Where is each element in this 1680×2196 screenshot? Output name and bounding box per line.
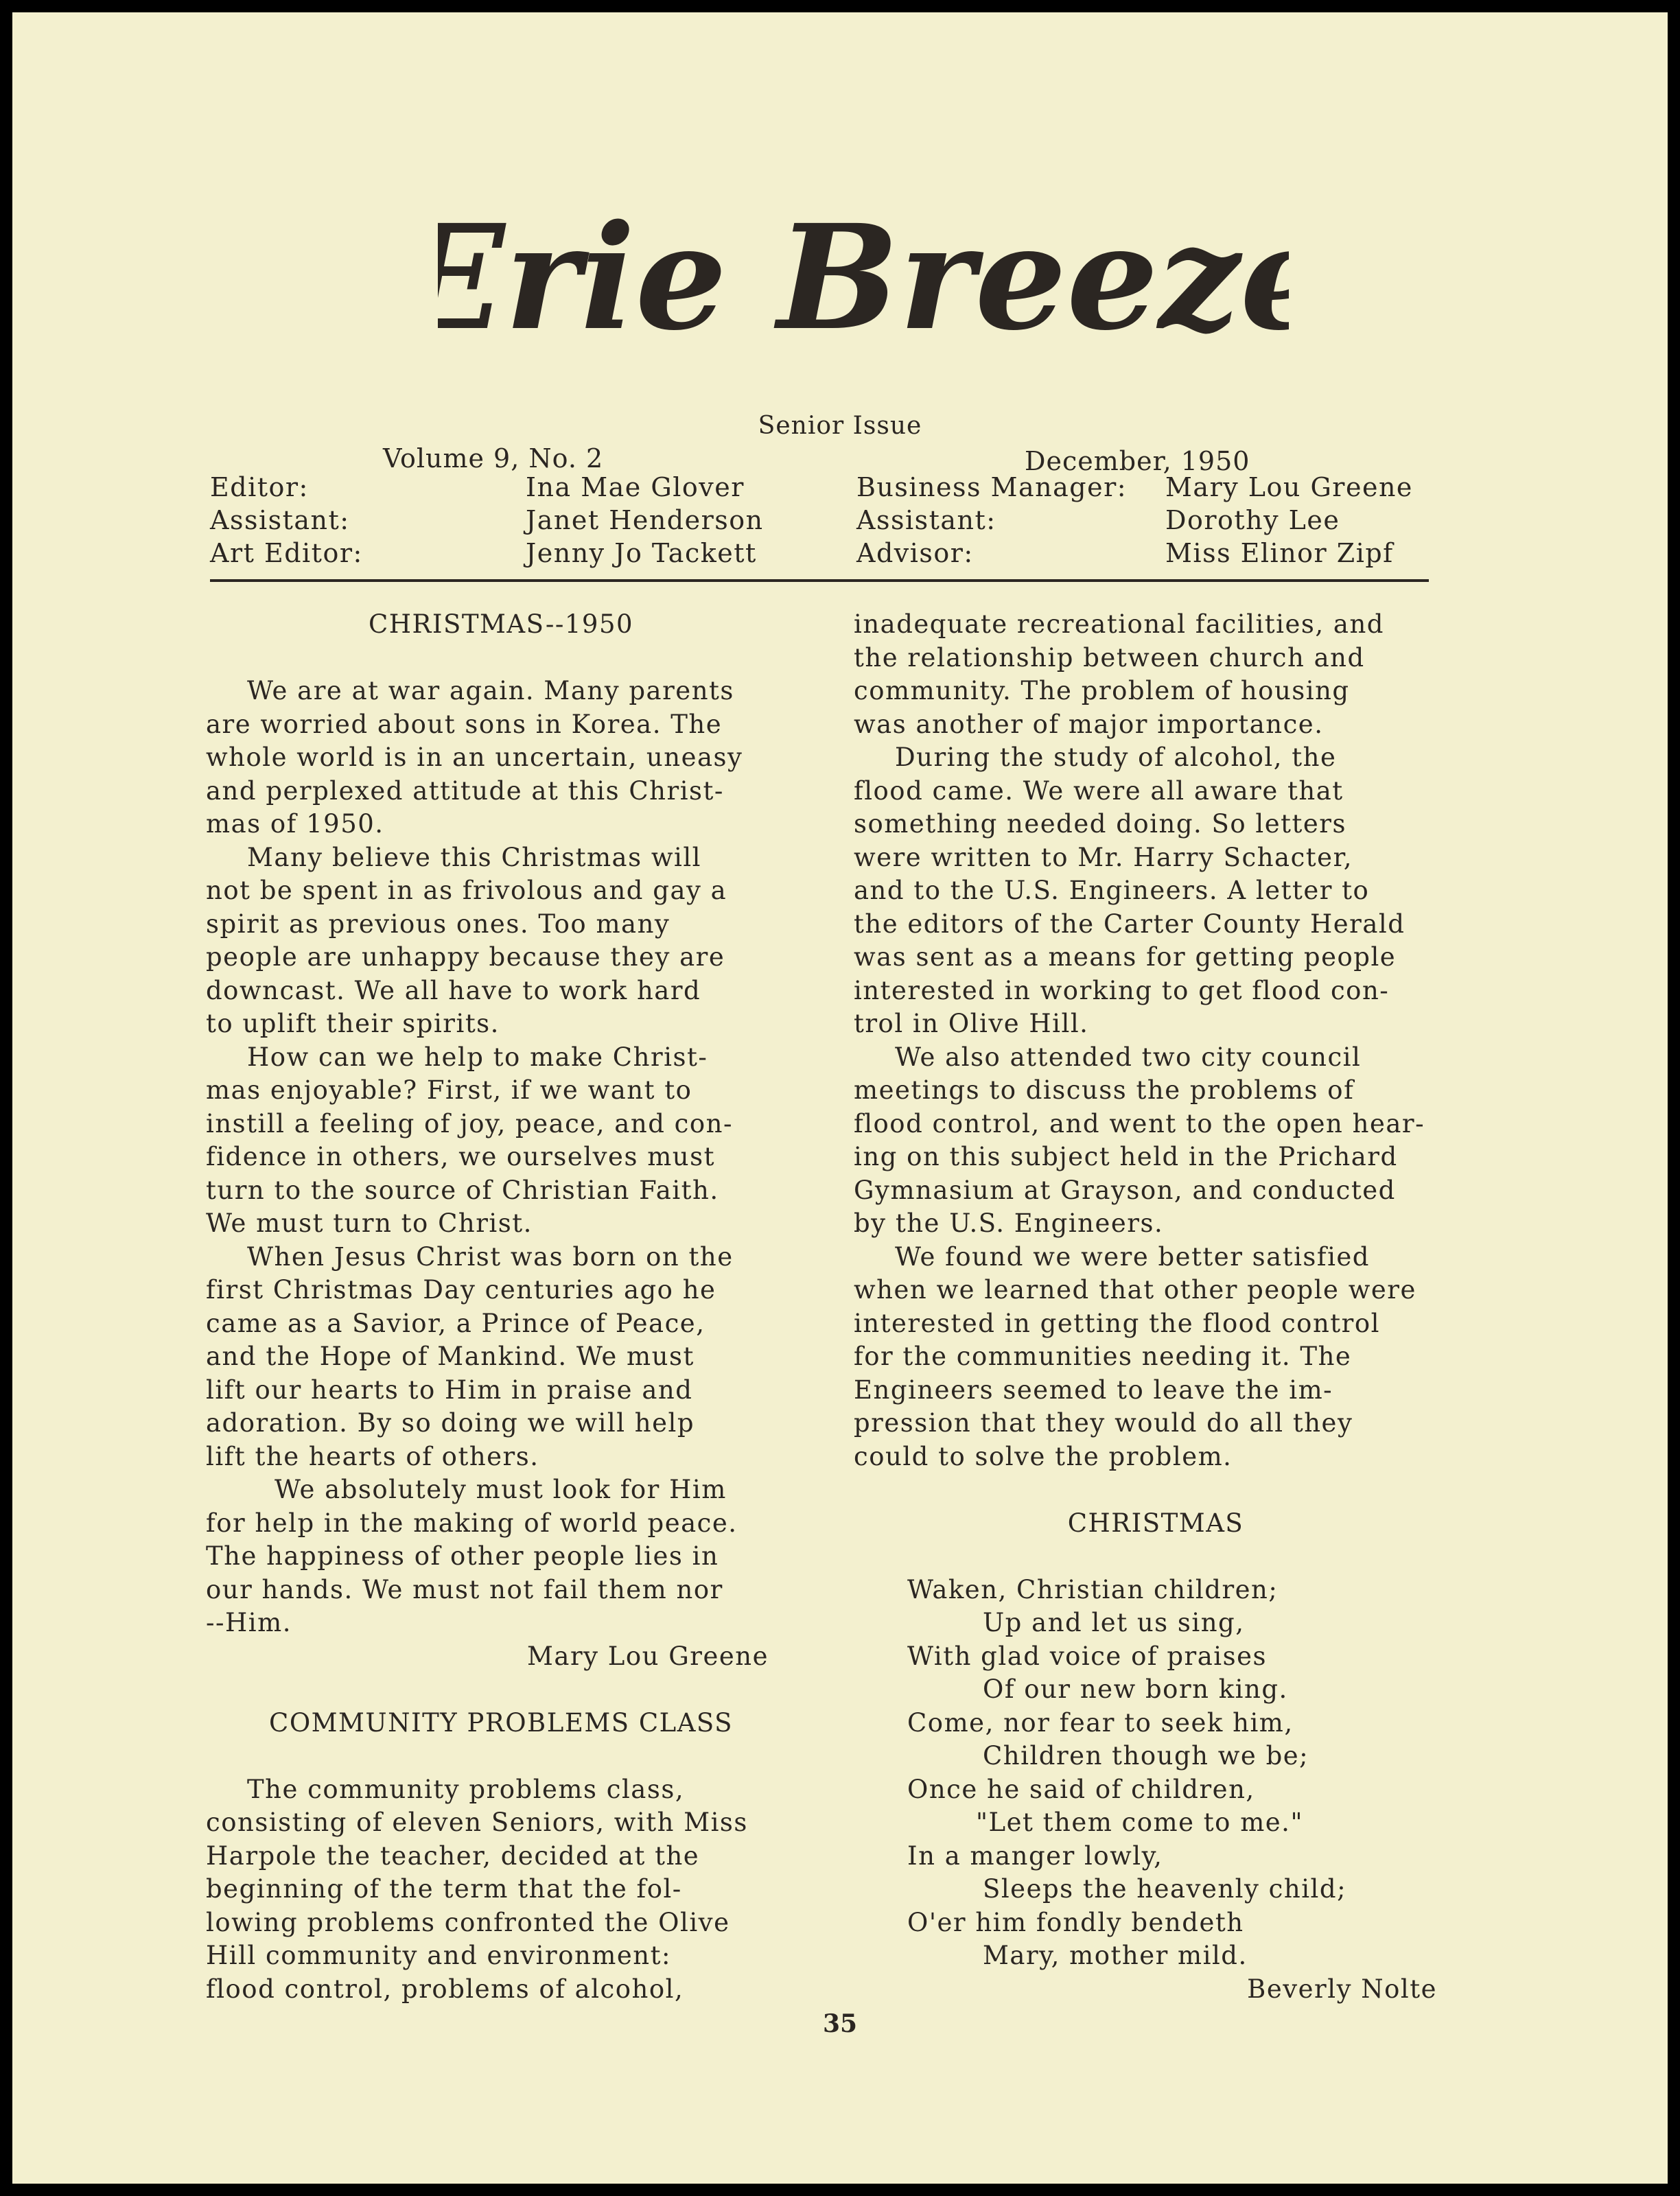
article-line: came as a Savior, a Prince of Peace, [206,1308,705,1338]
staff-name: Jenny Jo Tackett [526,538,757,568]
staff-role: Advisor: [856,538,974,568]
article-line: interested in working to get flood con- [854,975,1390,1005]
article-line: The community problems class, [247,1774,685,1804]
article-title-christmas-1950: CHRISTMAS--1950 [368,609,634,639]
poem-line: Of our new born king. [983,1674,1288,1704]
article-line: lift the hearts of others. [206,1441,539,1471]
article-line: something needed doing. So letters [854,809,1346,839]
article-line: spirit as previous ones. Too many [206,909,670,939]
article-line: could to solve the problem. [854,1441,1233,1471]
article-line: lift our hearts to Him in praise and [206,1375,693,1405]
article-line: the editors of the Carter County Herald [854,909,1405,939]
poem-line: Children though we be; [983,1741,1309,1771]
article-line: were written to Mr. Harry Schacter, [854,842,1353,872]
article-line: to uplift their spirits. [206,1009,500,1038]
masthead-logo [438,198,1289,417]
article-line: whole world is in an uncertain, uneasy [206,743,743,772]
poem-title: CHRISTMAS [1067,1508,1244,1538]
article-line: instill a feeling of joy, peace, and con- [206,1108,733,1138]
issue-label: Senior Issue [758,412,922,440]
article-line: fidence in others, we ourselves must [206,1142,715,1171]
staff-name: Dorothy Lee [1165,505,1340,535]
volume-number: Volume 9, No. 2 [383,443,604,474]
poem-line: Waken, Christian children; [907,1574,1279,1604]
article-line: How can we help to make Christ- [247,1042,708,1072]
left-column [206,608,796,2006]
staff-role: Editor: [210,472,309,502]
article-line: Hill community and environment: [206,1941,671,1970]
masthead-script-title [438,198,1289,417]
staff-right-names [1165,471,1413,570]
article-line: inadequate recreational facilities, and [854,609,1384,639]
article-line: when we learned that other people were [854,1275,1416,1305]
article-line: adoration. By so doing we will help [206,1408,695,1438]
article-line: Many believe this Christmas will [247,842,702,872]
staff-left-names [526,471,764,570]
article-line: pression that they would do all they [854,1408,1353,1438]
spacer [206,1673,796,1707]
article-line: flood control, problems of alcohol, [206,1974,684,2004]
poem-line: In a manger lowly, [907,1841,1163,1871]
article-line: for the communities needing it. The [854,1342,1352,1371]
spacer [854,1473,1458,1507]
article-line: and the Hope of Mankind. We must [206,1342,695,1371]
header-divider [210,579,1429,582]
poem-line: Once he said of children, [907,1774,1255,1804]
article-line: We found we were better satisfied [895,1241,1370,1272]
article-line: was another of major importance. [854,709,1324,739]
article-line: --Him. [206,1608,292,1637]
article-line: lowing problems confronted the Olive [206,1907,730,1937]
article-line: was sent as a means for getting people [854,942,1397,972]
article-line: ing on this subject held in the Prichard [854,1142,1398,1171]
staff-name: Janet Henderson [526,505,764,535]
article-line: turn to the source of Christian Faith. [206,1175,719,1205]
masthead-title-text: Erie Breeze [438,198,1289,362]
staff-name: Ina Mae Glover [526,472,745,502]
page-number: 35 [822,2009,858,2038]
staff-name: Mary Lou Greene [1165,472,1413,502]
article-line: mas enjoyable? First, if we want to [206,1075,692,1105]
article-title-community-problems: COMMUNITY PROBLEMS CLASS [269,1707,733,1738]
article-line: our hands. We must not fail them nor [206,1574,723,1604]
poem-line: Up and let us sing, [983,1608,1245,1637]
article-line: We must turn to Christ. [206,1208,533,1238]
article-line: flood came. We were all aware that [854,775,1344,806]
article-line: Gymnasium at Grayson, and conducted [854,1175,1396,1205]
article-line: first Christmas Day centuries ago he [206,1275,716,1305]
article-line: consisting of eleven Seniors, with Miss [206,1808,748,1837]
article-line: When Jesus Christ was born on the [247,1241,734,1272]
staff-role: Assistant: [856,505,996,535]
article-line: the relationship between church and [854,642,1365,673]
article-line: people are unhappy because they are [206,942,725,972]
article-line: meetings to discuss the problems of [854,1075,1355,1105]
poem-line: Mary, mother mild. [983,1941,1248,1970]
staff-right-roles [856,471,1127,570]
article-author: Mary Lou Greene [527,1641,769,1671]
article-line: We are at war again. Many parents [247,676,734,705]
article-line: trol in Olive Hill. [854,1009,1089,1038]
article-line: for help in the making of world peace. [206,1508,738,1538]
poem-line: Sleeps the heavenly child; [983,1874,1347,1904]
article-line: beginning of the term that the fol- [206,1874,682,1904]
spacer [854,1540,1458,1574]
article-line: During the study of alcohol, the [895,743,1337,772]
article-line: mas of 1950. [206,809,384,839]
poem-author: Beverly Nolte [1247,1974,1437,2004]
spacer [206,1740,796,1773]
poem-line: "Let them come to me." [976,1808,1303,1837]
staff-role: Art Editor: [210,538,363,568]
article-line: We also attended two city council [895,1042,1362,1072]
article-line: not be spent in as frivolous and gay a [206,876,727,905]
article-line: The happiness of other people lies in [206,1541,719,1571]
article-line: and perplexed attitude at this Christ- [206,775,724,806]
article-line: downcast. We all have to work hard [206,975,701,1005]
staff-role: Business Manager: [856,472,1128,502]
poem-line: With glad voice of praises [907,1641,1267,1671]
newsletter-page [12,12,1668,2184]
staff-name: Miss Elinor Zipf [1165,538,1394,568]
article-line: Engineers seemed to leave the im- [854,1375,1333,1405]
spacer [206,642,796,675]
article-line: Harpole the teacher, decided at the [206,1841,700,1871]
poem-line: Come, nor fear to seek him, [907,1707,1294,1738]
article-line: and to the U.S. Engineers. A letter to [854,876,1370,905]
staff-left-roles [210,471,363,570]
staff-role: Assistant: [210,505,350,535]
article-line: are worried about sons in Korea. The [206,709,723,739]
poem-line: O'er him fondly bendeth [907,1907,1244,1937]
article-line: community. The problem of housing [854,676,1350,705]
article-line: interested in getting the flood control [854,1308,1380,1338]
article-line: We absolutely must look for Him [275,1475,727,1504]
article-line: flood control, and went to the open hear- [854,1108,1425,1138]
right-column [854,608,1458,2006]
article-line: by the U.S. Engineers. [854,1208,1164,1238]
issue-date: December, 1950 [1025,446,1250,476]
